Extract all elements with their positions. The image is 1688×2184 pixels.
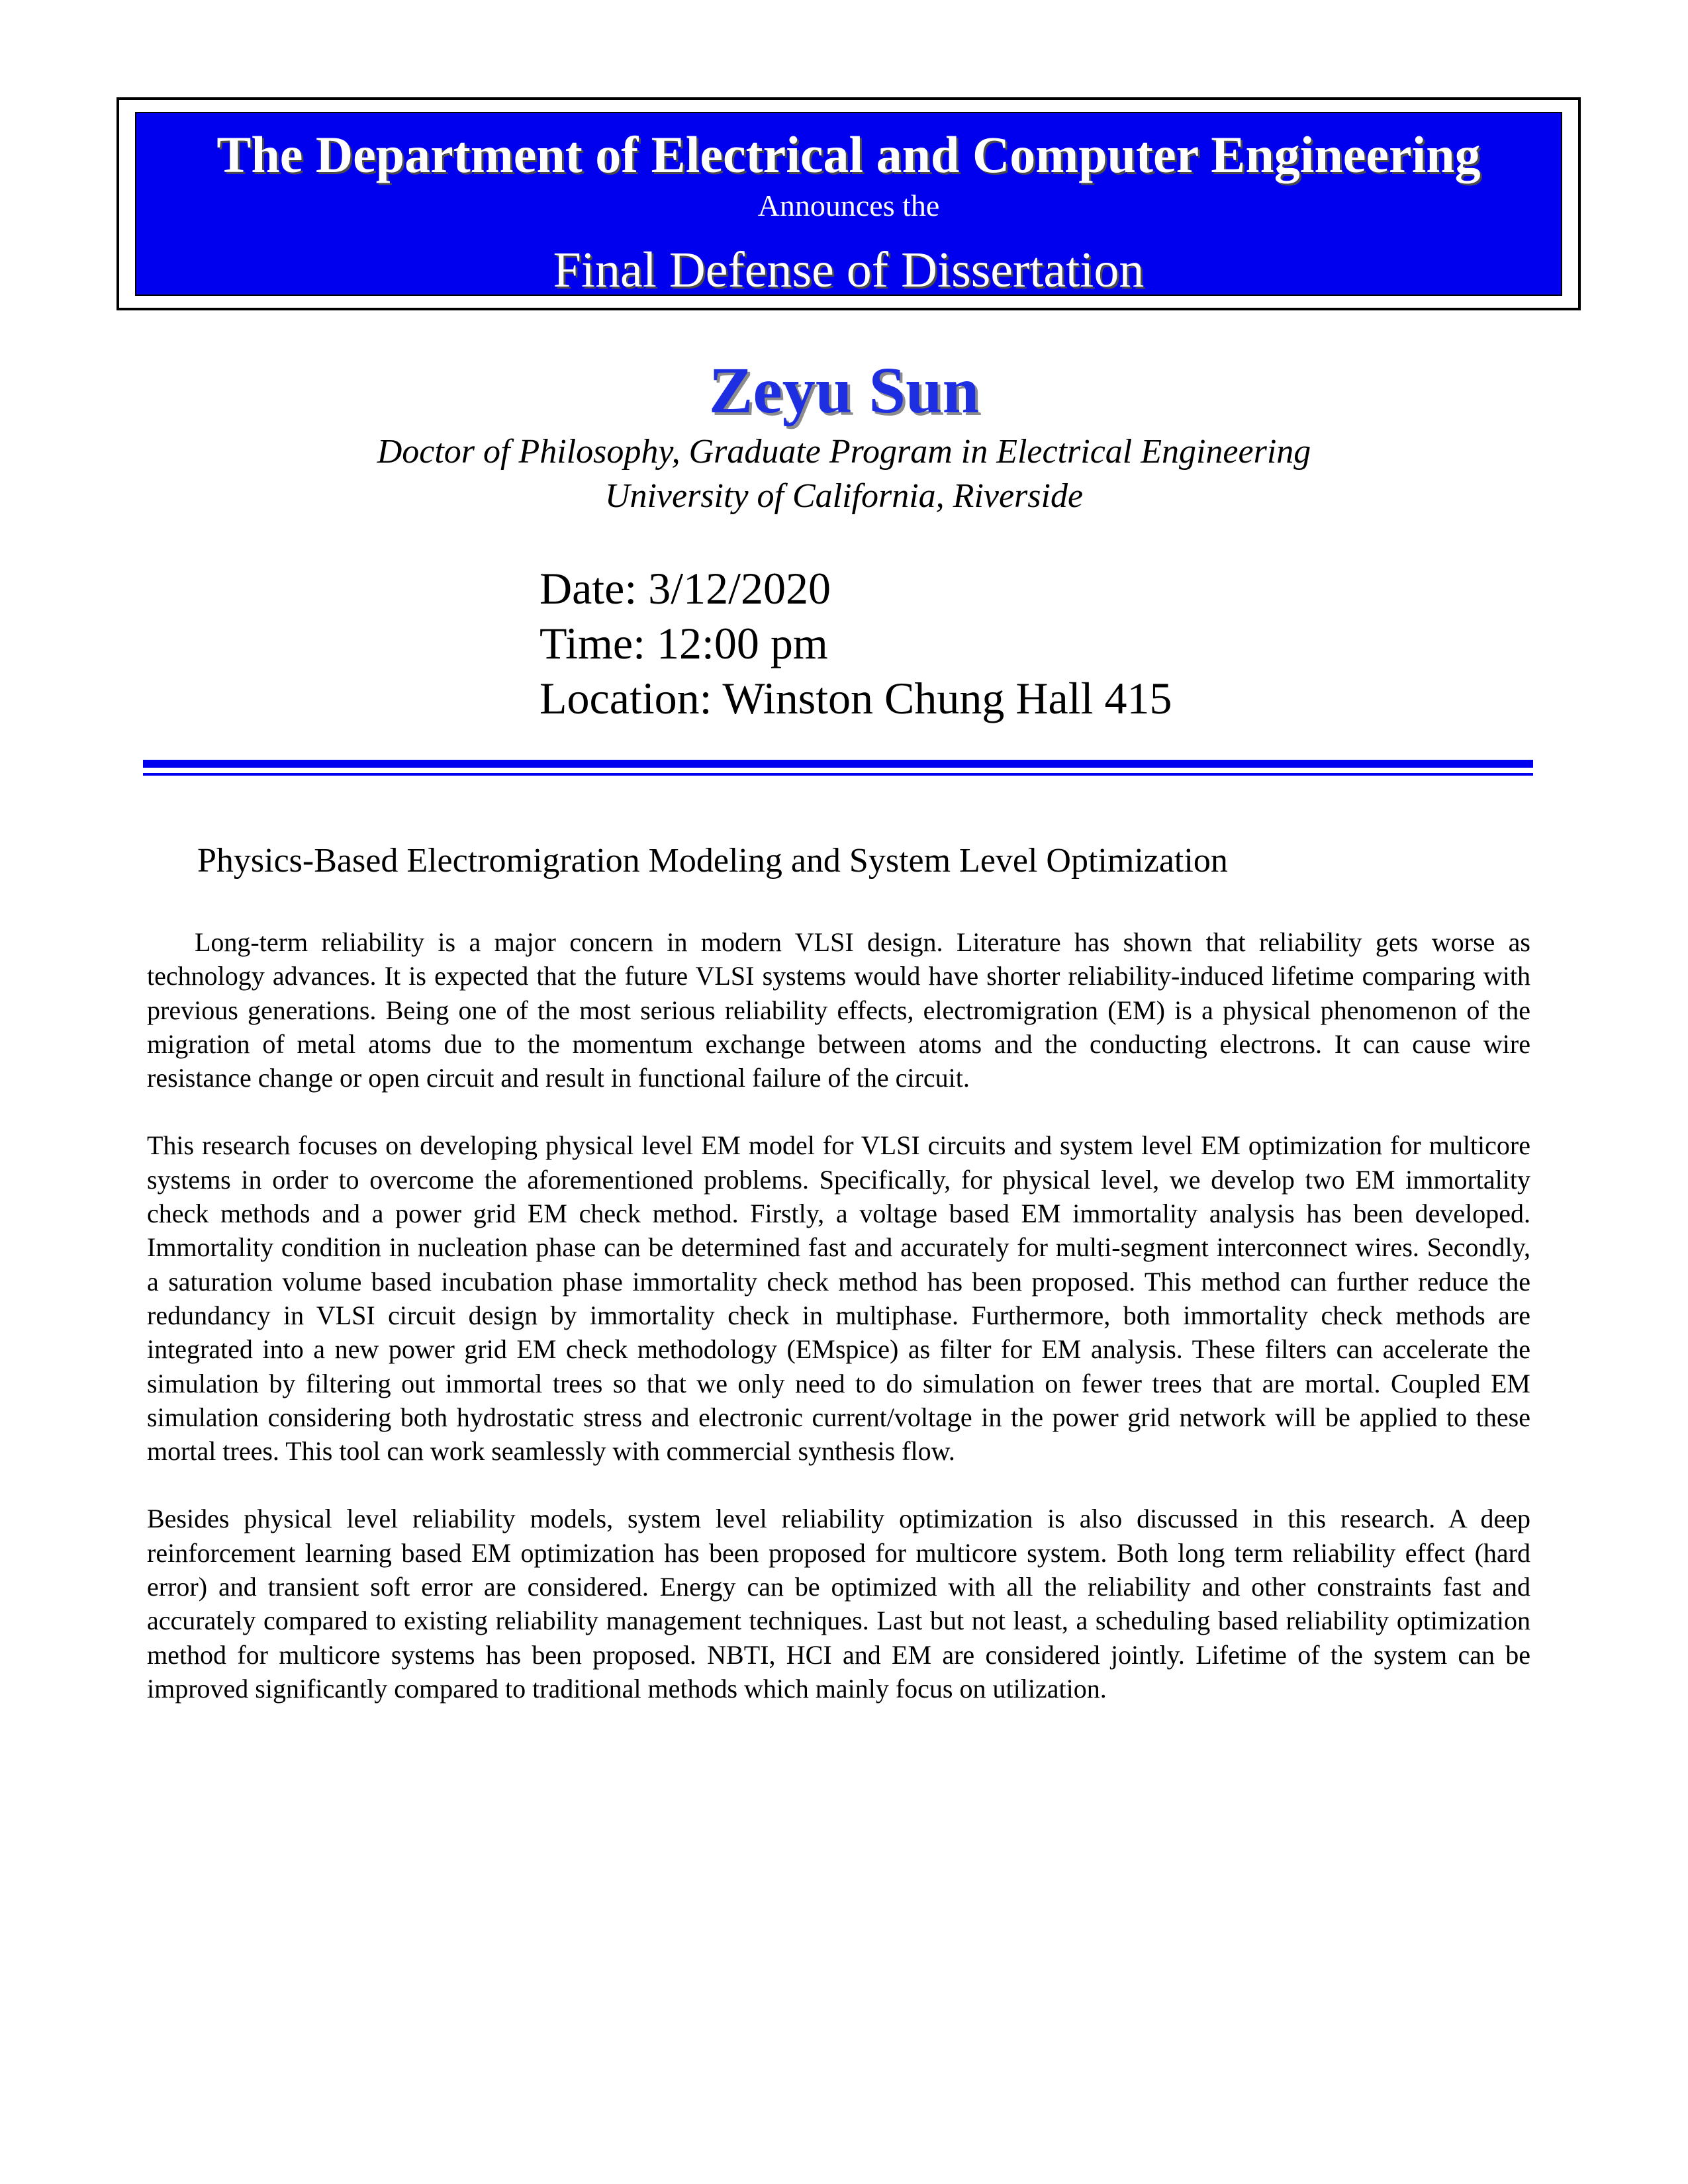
- university: University of California, Riverside: [604, 477, 1084, 515]
- abstract-paragraph: Besides physical level reliability models, system level reliability optimization is also discussed in this research. A deep reinforcement learning based EM optimization has been proposed for multicore system. Both long term reliability effect (hard error) and transient soft error are considered. Energy can be optimized with all the reliability and other constraints fast and accurately compared to existing reliability management techniques. Last but not least, a scheduling based reliability optimization method for multicore systems has been proposed. NBTI, HCI and EM are considered jointly. Lifetime of the system can be improved significantly compared to traditional methods which mainly focus on utilization.: [147, 1504, 1530, 1704]
- event-location: Location: Winston Chung Hall 415: [539, 672, 1172, 723]
- candidate-name: Zeyu Sun: [708, 353, 980, 427]
- event-type-title: Final Defense of Dissertation: [553, 242, 1145, 298]
- divider-thick: [143, 760, 1533, 768]
- department-title: The Department of Electrical and Computer Engineering: [216, 126, 1481, 183]
- announces-line: Announces the: [757, 189, 940, 222]
- header-frame: [117, 97, 1581, 310]
- abstract-paragraph: This research focuses on developing physical level EM model for VLSI circuits and system level EM optimization for multicore systems in order to overcome the aforementioned problems. Specifically, for physical level, we develop two EM immortality check methods and a power grid EM check method. Firstly, a voltage based EM immortality analysis has been developed. Immortality condition in nucleation phase can be determined fast and accurately for multi-segment interconnect wires. Secondly, a saturation volume based incubation phase immortality check method has been proposed. This method can further reduce the redundancy in VLSI circuit design by immortality check in multiphase. Furthermore, both immortality check methods are integrated into a new power grid EM check methodology (EMspice) as filter for EM analysis. These filters can accelerate the simulation by filtering out immortal trees so that we only need to do simulation on fewer trees that are mortal. Coupled EM simulation considering both hydrostatic stress and electronic current/voltage in the power grid network will be applied to these mortal trees. This tool can work seamlessly with commercial synthesis flow.: [147, 1130, 1530, 1467]
- abstract: [147, 925, 1530, 1739]
- abstract-paragraph: Long-term reliability is a major concern in modern VLSI design. Literature has shown that reliability gets worse as technology advances. It is expected that the future VLSI systems would have shorter reliability-induced lifetime comparing with previous generations. Being one of the most serious reliability effects, electromigration (EM) is a physical phenomenon of the migration of metal atoms due to the momentum exchange between atoms and the conducting electrons. It can cause wire resistance change or open circuit and result in functional failure of the circuit.: [147, 927, 1530, 1093]
- dissertation-title: Physics-Based Electromigration Modeling and System Level Optimization: [197, 842, 1228, 880]
- degree-program: Doctor of Philosophy, Graduate Program in Electrical Engineering: [377, 433, 1311, 471]
- event-time: Time: 12:00 pm: [539, 617, 828, 668]
- divider-thin: [143, 773, 1533, 776]
- degree-block: [0, 430, 1688, 518]
- event-details: [539, 561, 1172, 726]
- event-date: Date: 3/12/2020: [539, 563, 831, 614]
- header-banner: [135, 112, 1562, 296]
